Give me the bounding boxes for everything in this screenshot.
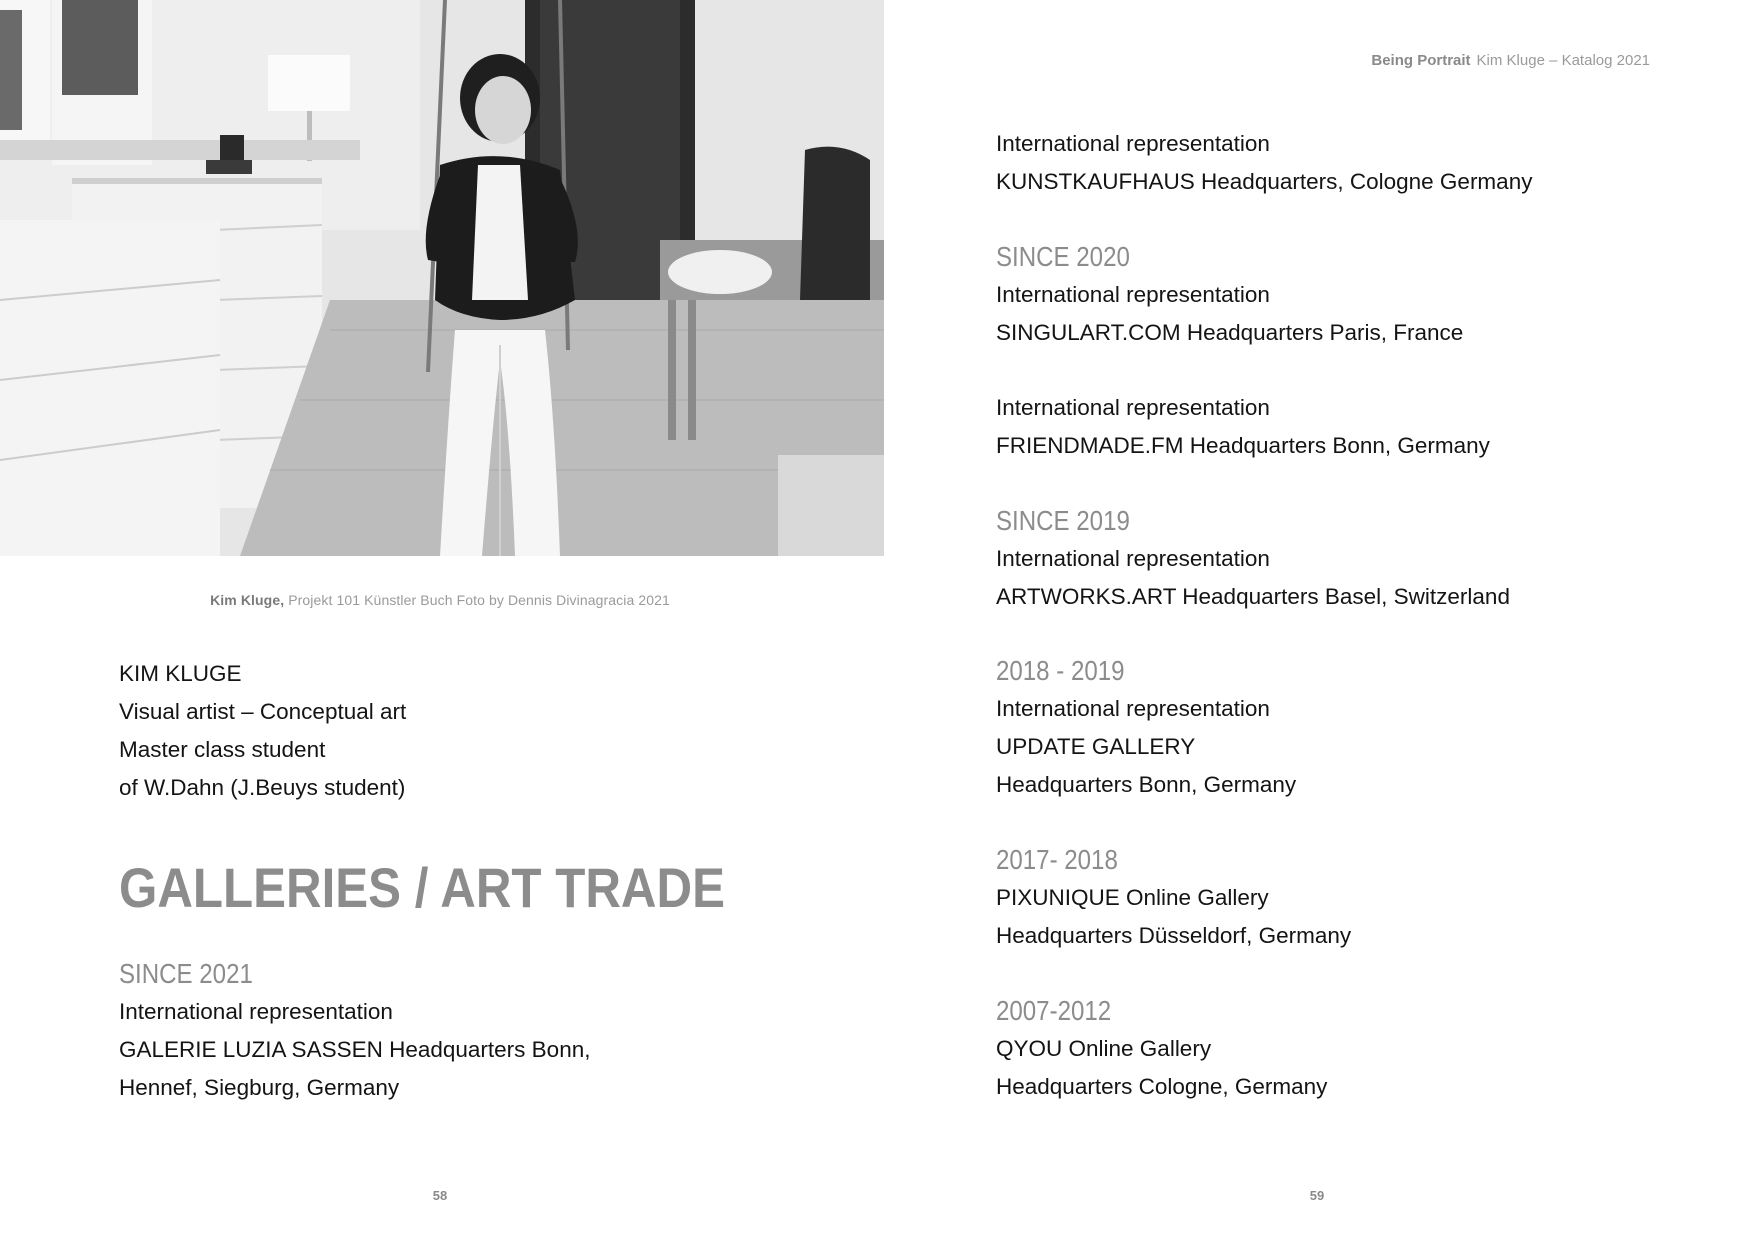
section-line: Headquarters Düsseldorf, Germany [996,923,1352,948]
page-number: 59 [1309,1188,1325,1203]
section-line: International representation [996,696,1270,721]
section-year: 2017- 2018 [996,844,1118,875]
section-line: SINGULART.COM Headquarters Paris, France [996,320,1464,345]
gallery-section [996,125,1532,201]
section-line: International representation [996,282,1270,307]
section-line: UPDATE GALLERY [996,734,1196,759]
gallery-section [996,389,1490,465]
running-head-subtitle: Kim Kluge – Katalog 2021 [1476,52,1650,69]
right-page [874,0,1748,1240]
section-line: PIXUNIQUE Online Gallery [996,885,1269,910]
section-year: SINCE 2019 [996,505,1130,536]
section-year: 2007-2012 [996,995,1112,1026]
gallery-section [996,502,1510,616]
bio-line: Visual artist – Conceptual art [119,699,407,724]
photo-icon [0,0,884,556]
section-line: International representation [996,546,1270,571]
gallery-section [996,992,1327,1106]
bio-line: KIM KLUGE [119,661,242,686]
gallery-section [119,955,590,1107]
caption-text: Projekt 101 Künstler Buch Foto by Dennis Divinagracia 2021 [284,592,670,608]
running-head [1371,52,1650,69]
section-line: Headquarters Cologne, Germany [996,1074,1328,1099]
section-line: International representation [119,999,393,1024]
page-number: 58 [432,1188,448,1203]
section-line: KUNSTKAUFHAUS Headquarters, Cologne Germany [996,169,1533,194]
caption-name: Kim Kluge, [210,592,285,608]
section-line: International representation [996,131,1270,156]
section-year: SINCE 2020 [996,241,1130,272]
section-line: ARTWORKS.ART Headquarters Basel, Switzerland [996,584,1510,609]
section-line: International representation [996,395,1270,420]
section-year: 2018 - 2019 [996,655,1125,686]
section-line: Headquarters Bonn, Germany [996,772,1297,797]
section-line: FRIENDMADE.FM Headquarters Bonn, Germany [996,433,1490,458]
running-head-title: Being Portrait [1371,52,1471,69]
artist-bio [119,655,406,807]
gallery-section [996,841,1351,955]
section-year: SINCE 2021 [119,958,253,989]
photo-caption [120,592,760,608]
section-line: GALERIE LUZIA SASSEN Headquarters Bonn, [119,1037,591,1062]
artist-photo [0,0,884,556]
gallery-section [996,652,1296,804]
bio-line: Master class student [119,737,326,762]
section-line: QYOU Online Gallery [996,1036,1212,1061]
section-heading: GALLERIES / ART TRADE [119,856,725,919]
section-line: Hennef, Siegburg, Germany [119,1075,400,1100]
gallery-section [996,238,1463,352]
bio-line: of W.Dahn (J.Beuys student) [119,775,406,800]
